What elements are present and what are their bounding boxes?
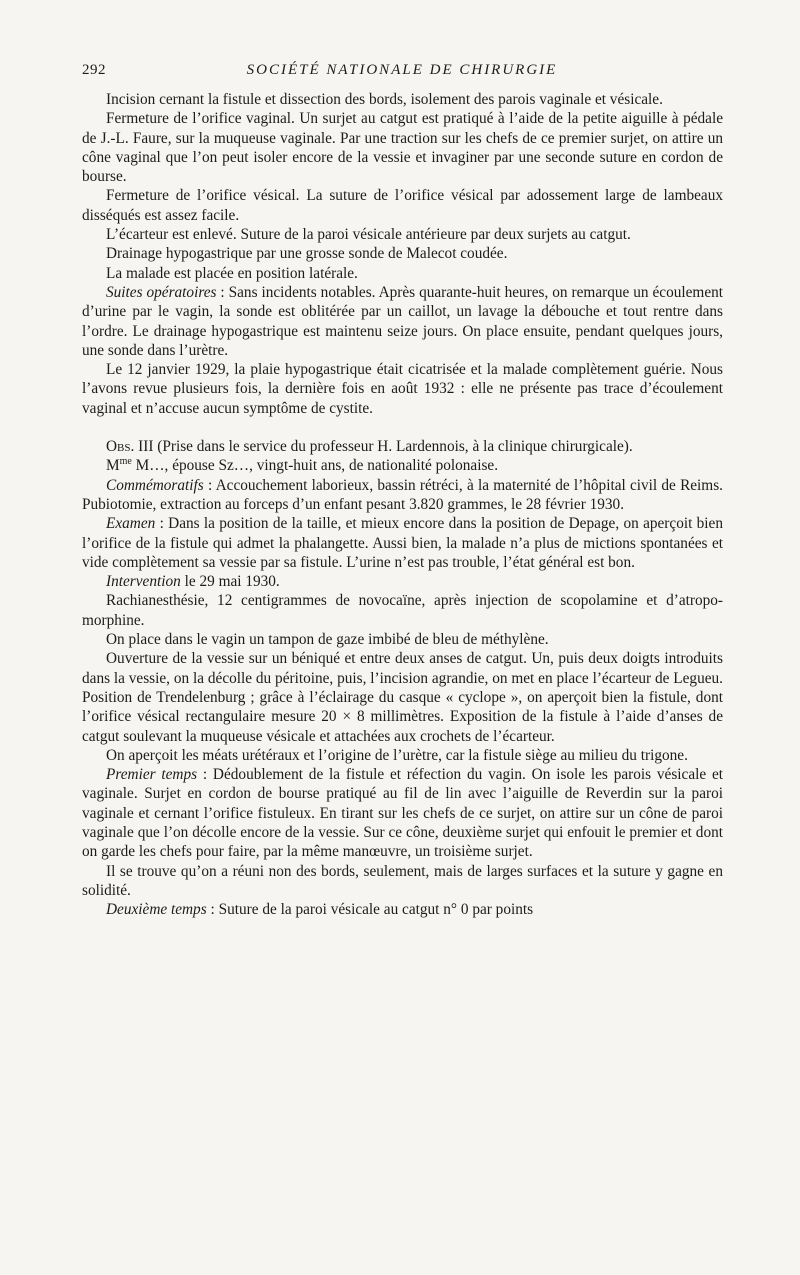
paragraph-patient xyxy=(82,456,723,475)
text-obs: III (Prise dans le service du professeur H. Lardennois, à la clinique chirurgicale). xyxy=(134,438,633,456)
paragraph-premier-temps xyxy=(82,765,723,861)
text-suites: : Sans incidents notables. Après quarante-huit heures, on remarque un écoulement d’urine par le vagin, la sonde est oblitérée par un caillot, un lavage la débouche et tout rentre dans l’ordre. Le drainage hypogastrique est maintenu seize jours. On place ensuite, pendant quelques jours, une sonde dans l’urètre. xyxy=(82,283,724,359)
paragraph-position: La malade est placée en position latérale. xyxy=(106,264,358,282)
label-intervention: Intervention xyxy=(106,573,181,591)
paragraph-rachianesthesie: Rachianesthésie, 12 centigrammes de novocaïne, après injection de scopolamine et d’atropo-morphine. xyxy=(82,592,723,629)
label-premier-temps: Premier temps xyxy=(106,766,198,784)
label-suites: Suites opératoires xyxy=(106,283,217,301)
page-number: 292 xyxy=(82,62,106,78)
paragraph-commemoratifs xyxy=(82,476,723,515)
paragraph-vesical-closure: Fermeture de l’orifice vésical. La suture de l’orifice vésical par adossement large de lambeaux disséqués est assez facile. xyxy=(82,187,723,224)
text-examen: : Dans la position de la taille, et mieux encore dans la position de Depage, on aperçoit bien l’orifice de la fistule qui admet la phalangette. Aussi bien, la malade n’a plus de mictions spontanées et vide complètement sa vessie par sa fistule. L’urine n’est pas trouble, l’état général est bon. xyxy=(82,515,723,571)
text-commemoratifs: : Accouchement laborieux, bassin rétréci, à la maternité de l’hôpital civil de Reims. Pubiotomie, extraction au forceps d’un enfant pesant 3.820 grammes, le 28 février 1930. xyxy=(82,476,723,513)
label-commemoratifs: Commémoratifs xyxy=(106,476,204,494)
label-examen: Examen xyxy=(106,515,156,533)
patient-text: M…, épouse Sz…, vingt-huit ans, de nationalité polonaise. xyxy=(131,457,499,475)
body-text xyxy=(82,90,723,919)
running-title: SOCIÉTÉ NATIONALE DE CHIRURGIE xyxy=(246,62,558,78)
paragraph-observation-heading xyxy=(82,437,723,456)
paragraph-ouverture: Ouverture de la vessie sur un béniqué et entre deux anses de catgut. Un, puis deux doigts introduits dans la vessie, on la décolle du péritoine, puis, l’incision agrandie, on met en place l’écarteur de Legueu. Position de Trendelenburg ; grâce à l’éclairage du casque « cyclope », on aperçoit bien la fistule, dont l’orifice vésical rectangulaire mesure 20 × 8 millimètres. Exposition de la fistule à l’aide d’anses de catgut soulevant la muqueuse vésicale et attachées aux crochets de l’écarteur. xyxy=(82,650,723,745)
text-premier-temps: : Dédoublement de la fistule et réfection du vagin. On isole les parois vésicale et vaginale. Surjet en cordon de bourse pratiqué au fil de lin avec l’aiguille de Reverdin sur la paroi vaginale et cernant l’orifice fistuleux. En tirant sur les chefs de ce surjet, on attire sur un cône de paroi vaginale que l’on décolle encore de la vessie. Sur ce cône, deuxième surjet qui enfouit le premier et dont on garde les chefs pour faire, par la même manœuvre, un troisième surjet. xyxy=(82,766,723,861)
patient-title: M xyxy=(106,457,120,475)
section-gap xyxy=(82,418,723,437)
paragraph-drainage: Drainage hypogastrique par une grosse sonde de Malecot coudée. xyxy=(106,245,508,263)
paragraph-intervention xyxy=(82,572,723,591)
paragraph-deuxieme-temps xyxy=(82,900,723,919)
paragraph-tampon: On place dans le vagin un tampon de gaze imbibé de bleu de méthylène. xyxy=(106,631,549,649)
paragraph-incision: Incision cernant la fistule et dissection des bords, isolement des parois vaginale et vésicale. xyxy=(106,91,663,108)
paragraph-reunion: Il se trouve qu’on a réuni non des bords, seulement, mais de larges surfaces et la suture y gagne en solidité. xyxy=(82,862,723,899)
paragraph-retractor: L’écarteur est enlevé. Suture de la paroi vésicale antérieure par deux surjets au catgut. xyxy=(106,226,631,244)
label-deuxieme-temps: Deuxième temps xyxy=(106,901,207,919)
paragraph-meats: On aperçoit les méats urétéraux et l’origine de l’urètre, car la fistule siège au milieu du trigone. xyxy=(106,746,688,764)
paragraph-suites xyxy=(82,283,723,360)
text-intervention: le 29 mai 1930. xyxy=(180,573,280,591)
page-header xyxy=(82,62,722,84)
paragraph-examen xyxy=(82,514,723,572)
paragraph-vaginal-closure: Fermeture de l’orifice vaginal. Un surjet au catgut est pratiqué à l’aide de la petite aiguille à pédale de J.-L. Faure, sur la muqueuse vaginale. Par une traction sur les chefs de ce premier surjet, on attire un cône vaginal que l’on peut isoler encore de la vessie et invaginer par une seconde suture en cordon de bourse. xyxy=(82,110,723,186)
label-obs: Obs. xyxy=(106,438,135,456)
text-deuxieme-temps: : Suture de la paroi vésicale au catgut n° 0 par points xyxy=(206,901,534,919)
patient-title-sup: me xyxy=(119,456,132,468)
paragraph-outcome: Le 12 janvier 1929, la plaie hypogastrique était cicatrisée et la malade complètement guérie. Nous l’avons revue plusieurs fois, la dernière fois en août 1932 : elle ne présente pas trace d’écoulement vaginal et n’accuse aucun symptôme de cystite. xyxy=(82,361,723,417)
